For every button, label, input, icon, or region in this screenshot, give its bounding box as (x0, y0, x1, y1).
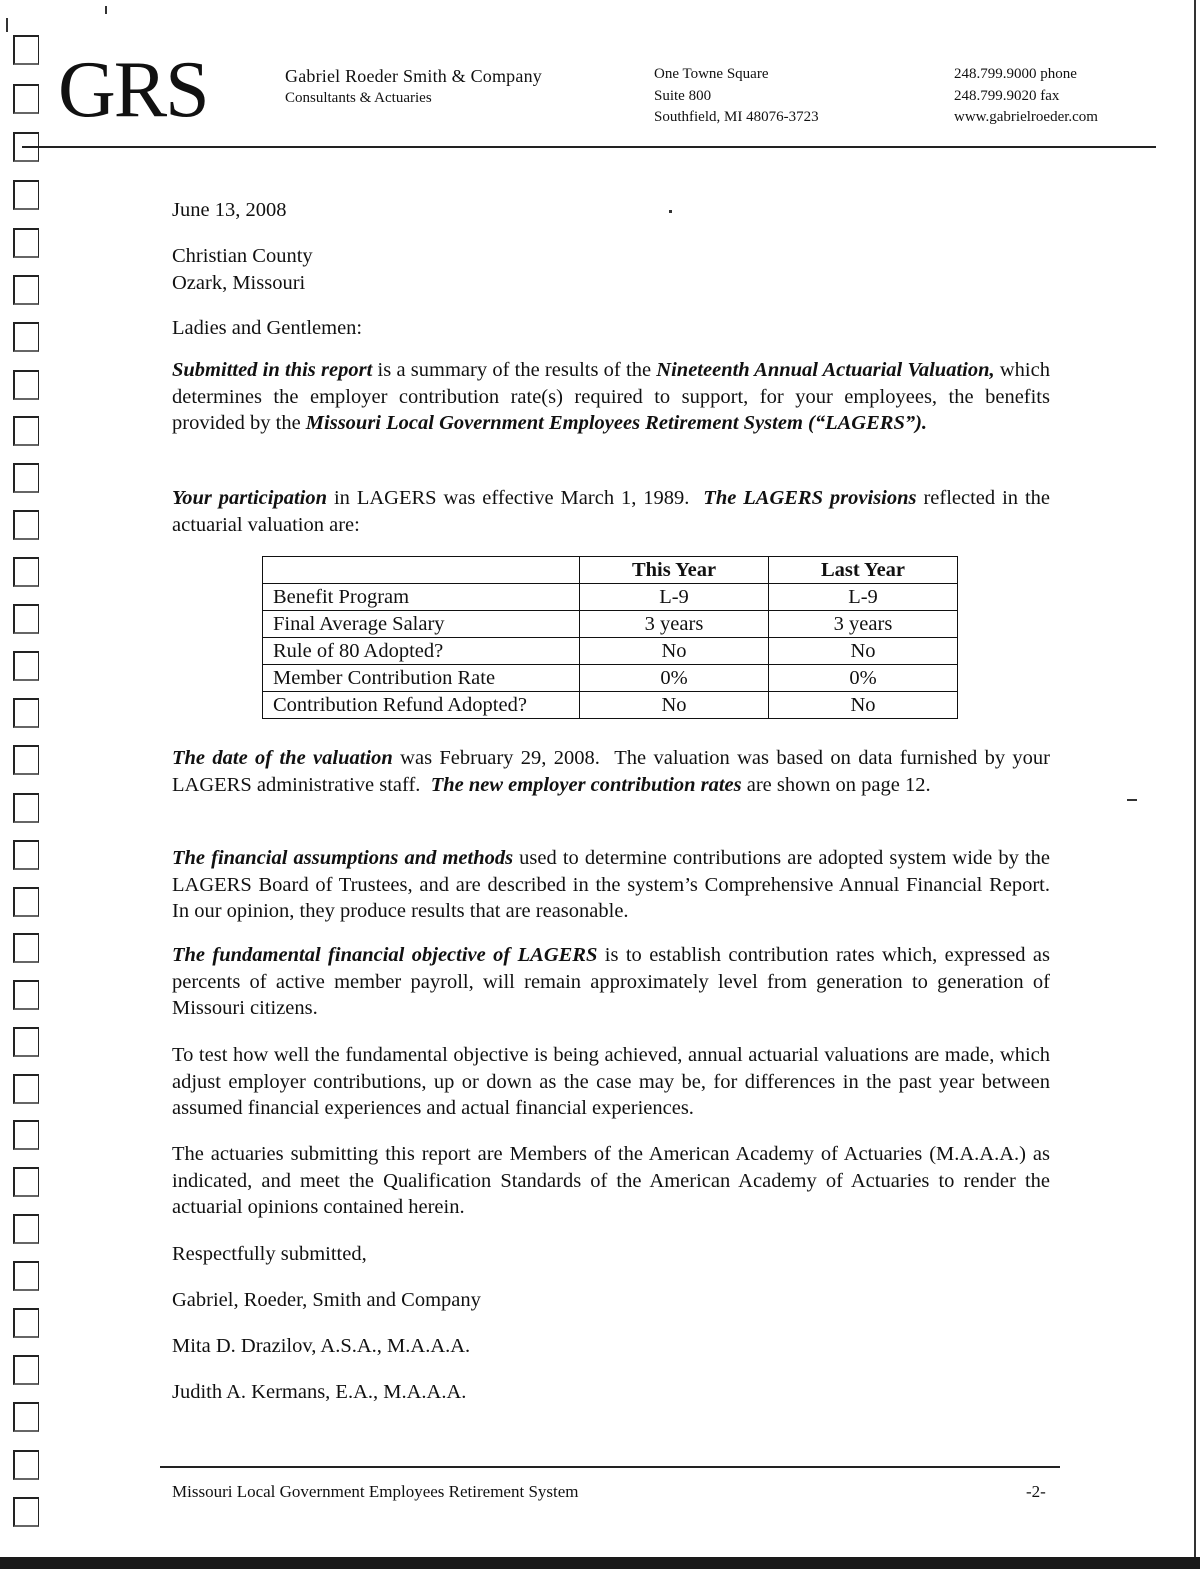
binder-hole (13, 933, 39, 963)
scan-edge (0, 1557, 1200, 1569)
closing: Respectfully submitted, (172, 1243, 367, 1265)
emphasis: Your participation (172, 487, 328, 509)
binder-hole (13, 275, 39, 305)
paragraph-fundamental-objective (172, 942, 1050, 1022)
text: reflected in the actuarial valuation are: (172, 487, 1050, 536)
paragraph-report-summary (172, 357, 1050, 437)
emphasis: The new employer contribution rates (430, 773, 742, 796)
paragraph-financial-assumptions (172, 845, 1061, 925)
binder-hole (13, 510, 39, 540)
binder-hole (13, 1120, 39, 1150)
emphasis: Missouri Local Government Employees Retirement System (“LAGERS”). (305, 412, 928, 434)
binder-hole (13, 1497, 39, 1527)
binder-hole (13, 793, 39, 823)
footer-title: Missouri Local Government Employees Retirement System (172, 1482, 579, 1501)
binder-hole (13, 1167, 39, 1197)
paragraph-testing: To test how well the fundamental objective is being achieved, annual actuarial valuations are made, which adjust employer contributions, up or down as the case may be, for differences in the past year between assumed financial experiences and actual financial experiences. (172, 1044, 1050, 1119)
table-cell: L-9 (769, 584, 958, 611)
binder-hole (13, 1214, 39, 1244)
table-header-cell: Last Year (769, 557, 958, 584)
emphasis: Nineteenth Annual Actuarial Valuation, (656, 359, 995, 381)
emphasis: The financial assumptions and methods (172, 847, 514, 869)
scan-speck (6, 18, 8, 32)
table-cell: No (580, 692, 769, 719)
table-cell: 3 years (769, 611, 958, 638)
binder-hole (13, 1308, 39, 1338)
binder-hole (13, 1261, 39, 1291)
salutation: Ladies and Gentlemen: (172, 317, 363, 339)
table-row (263, 584, 958, 611)
table-cell: Benefit Program (263, 584, 580, 611)
binder-hole (13, 1355, 39, 1385)
scan-speck (105, 6, 107, 14)
binder-hole (13, 322, 39, 352)
binder-hole (13, 557, 39, 587)
signer-name: Judith A. Kermans, E.A., M.A.A.A. (172, 1381, 467, 1403)
table-cell: Member Contribution Rate (263, 665, 580, 692)
address-line: Suite 800 (654, 87, 712, 104)
binder-hole (13, 35, 39, 65)
emphasis: The fundamental financial objective of LAGERS (172, 944, 598, 966)
binder-hole (13, 887, 39, 917)
table-cell: 0% (769, 665, 958, 692)
company-logo: GRS (58, 46, 208, 134)
table-cell: Final Average Salary (263, 611, 580, 638)
emphasis: The LAGERS provisions (703, 487, 917, 509)
firm-contact (954, 64, 1098, 129)
footer-divider (160, 1466, 1060, 1468)
table-cell: No (769, 638, 958, 665)
fax-number: 248.799.9020 fax (954, 87, 1060, 104)
text: which determines the employer contribution rate(s) required to support, for your employees, the benefits provided by the (172, 359, 1050, 434)
letter-date: June 13, 2008 (172, 199, 287, 221)
binder-hole (13, 180, 39, 210)
table-cell: No (580, 638, 769, 665)
binder-hole (13, 370, 39, 400)
table-header-row (263, 557, 958, 584)
paragraph-actuaries: The actuaries submitting this report are Members of the American Academy of Actuaries (M.A.A.A.) as indicated, and meet the Qualification Standards of the American Academy of Actuaries to render the actuarial opinions contained herein. (172, 1143, 1050, 1218)
signature-company: Gabriel, Roeder, Smith and Company (172, 1289, 481, 1311)
binder-hole (13, 1402, 39, 1432)
table-cell: Rule of 80 Adopted? (263, 638, 580, 665)
firm-subtitle: Consultants & Actuaries (285, 90, 432, 106)
header-divider (22, 146, 1156, 148)
text: is to establish contribution rates which, expressed as percents of active member payroll, will remain approximately level from generation to generation of Missouri citizens. (172, 944, 1050, 1019)
binder-hole (13, 84, 39, 114)
binder-hole (13, 1450, 39, 1480)
table-cell: No (769, 692, 958, 719)
table-row (263, 611, 958, 638)
address-line: One Towne Square (654, 66, 769, 82)
binder-hole (13, 604, 39, 634)
text: was February 29, 2008. The valuation was based on data furnished by your LAGERS administrative staff. (172, 747, 1056, 796)
recipient-line: Ozark, Missouri (172, 271, 306, 294)
provisions-table (262, 556, 958, 719)
binder-hole (13, 840, 39, 870)
text: used to determine contributions are adopted system wide by the LAGERS Board of Trustees, and are described in the system’s Comprehensive Annual Financial Report. In our opinion, they produce results that are reasonable. (172, 847, 1061, 922)
table-header-cell: This Year (580, 557, 769, 584)
table-cell: Contribution Refund Adopted? (263, 692, 580, 719)
recipient-line: Christian County (172, 245, 313, 267)
text: are shown on page 12. (741, 773, 931, 796)
website-link: www.gabrielroeder.com (954, 109, 1098, 125)
binder-hole (13, 980, 39, 1010)
scan-speck (1127, 799, 1137, 801)
paragraph-valuation-date (172, 745, 1056, 798)
binder-hole (13, 698, 39, 728)
table-cell: 3 years (580, 611, 769, 638)
table-cell: 0% (580, 665, 769, 692)
text: is a summary of the results of the (372, 359, 657, 381)
firm-address (654, 64, 819, 129)
binder-hole (13, 745, 39, 775)
binder-hole (13, 416, 39, 446)
scan-edge (1194, 0, 1196, 1569)
phone-number: 248.799.9000 phone (954, 66, 1077, 82)
binder-hole (13, 651, 39, 681)
binder-hole (13, 228, 39, 258)
text: in LAGERS was effective March 1, 1989. (327, 487, 704, 509)
signer-name: Mita D. Drazilov, A.S.A., M.A.A.A. (172, 1335, 471, 1357)
emphasis: The date of the valuation (172, 747, 393, 769)
binder-hole (13, 1027, 39, 1057)
recipient-block (172, 243, 1050, 296)
paragraph-participation (172, 485, 1050, 538)
table-header-cell (263, 557, 580, 584)
binder-holes (0, 0, 60, 1569)
firm-name: Gabriel Roeder Smith & Company (285, 66, 542, 86)
binder-hole (13, 1074, 39, 1104)
table-row (263, 665, 958, 692)
binder-hole (13, 463, 39, 493)
page-number: -2- (1026, 1482, 1046, 1501)
table-row (263, 692, 958, 719)
address-line: Southfield, MI 48076-3723 (654, 109, 819, 125)
emphasis: Submitted in this report (172, 359, 373, 381)
table-row (263, 638, 958, 665)
table-cell: L-9 (580, 584, 769, 611)
